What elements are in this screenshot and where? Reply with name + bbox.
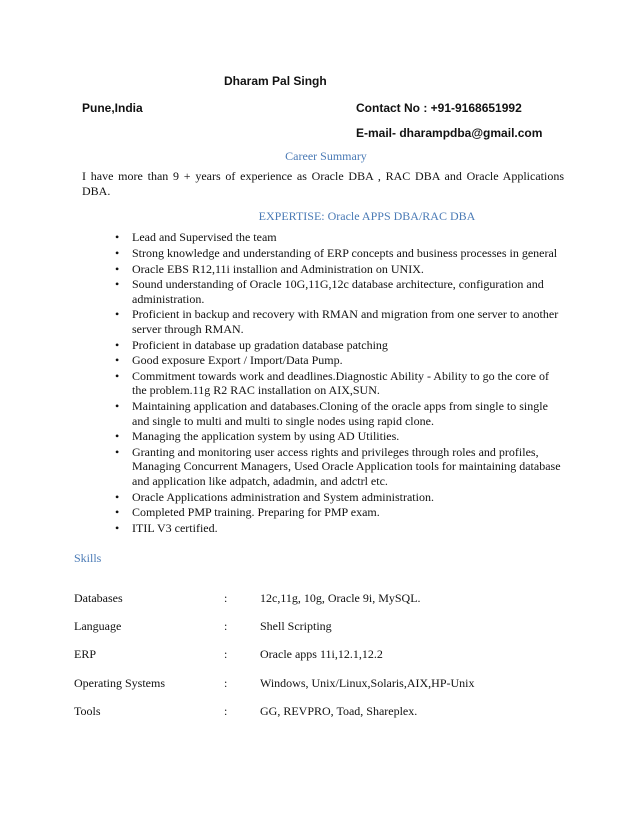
skill-value: Oracle apps 11i,12.1,12.2 (260, 647, 383, 661)
contact-number: Contact No : +91-9168651992 (356, 101, 522, 115)
skill-row-erp (74, 647, 574, 663)
skill-row-databases (74, 591, 574, 607)
skill-value: GG, REVPRO, Toad, Shareplex. (260, 704, 418, 718)
skill-separator: : (224, 647, 228, 661)
skill-row-operating-systems (74, 676, 574, 692)
list-item: • Good exposure Export / Import/Data Pump. (116, 353, 566, 367)
career-summary-text: I have more than 9 + years of experience as Oracle DBA , RAC DBA and Oracle Applications DBA. (82, 169, 564, 198)
list-item: • Granting and monitoring user access rights and privileges through roles and profiles, Managing Concurrent Managers, Used Oracle Application tools for maintaining database and application like adpatch, adadmin, and adctrl etc. (116, 445, 566, 488)
list-item: • Completed PMP training. Preparing for PMP exam. (116, 505, 566, 519)
skill-label: Language (74, 619, 122, 633)
skill-label: Tools (74, 704, 101, 718)
location-text: Pune,India (82, 101, 143, 115)
expertise-list (116, 230, 566, 537)
skill-value: 12c,11g, 10g, Oracle 9i, MySQL. (260, 591, 421, 605)
email-address: E-mail- dharampdba@gmail.com (356, 126, 543, 140)
list-item: • Oracle Applications administration and System administration. (116, 490, 566, 504)
skill-separator: : (224, 591, 228, 605)
list-item: • Strong knowledge and understanding of ERP concepts and business processes in general (116, 246, 566, 260)
skill-label: ERP (74, 647, 97, 661)
skill-separator: : (224, 676, 228, 690)
list-item: • ITIL V3 certified. (116, 521, 566, 535)
skill-separator: : (224, 704, 228, 718)
skill-value: Windows, Unix/Linux,Solaris,AIX,HP-Unix (260, 676, 475, 690)
career-summary-heading: Career Summary (285, 149, 367, 163)
skill-separator: : (224, 619, 228, 633)
list-item: • Commitment towards work and deadlines.Diagnostic Ability - Ability to go the core of the problem.11g R2 RAC installation on AIX,SUN. (116, 369, 566, 398)
candidate-name: Dharam Pal Singh (224, 74, 327, 88)
skill-row-tools (74, 704, 574, 720)
list-item: • Sound understanding of Oracle 10G,11G,12c database architecture, configuration and administration. (116, 277, 566, 306)
list-item: • Managing the application system by using AD Utilities. (116, 429, 566, 443)
skill-label: Operating Systems (74, 676, 165, 690)
skill-label: Databases (74, 591, 123, 605)
skills-heading: Skills (74, 551, 102, 565)
list-item: • Oracle EBS R12,11i installion and Administration on UNIX. (116, 262, 566, 276)
expertise-heading: EXPERTISE: Oracle APPS DBA/RAC DBA (258, 209, 476, 223)
list-item: • Proficient in database up gradation database patching (116, 338, 566, 352)
skill-value: Shell Scripting (260, 619, 332, 633)
list-item: • Lead and Supervised the team (116, 230, 566, 244)
list-item: • Proficient in backup and recovery with RMAN and migration from one server to another server through RMAN. (116, 307, 566, 336)
list-item: • Maintaining application and databases.Cloning of the oracle apps from single to single and single to multi and multi to single nodes using rapid clone. (116, 399, 566, 428)
skill-row-language (74, 619, 574, 635)
